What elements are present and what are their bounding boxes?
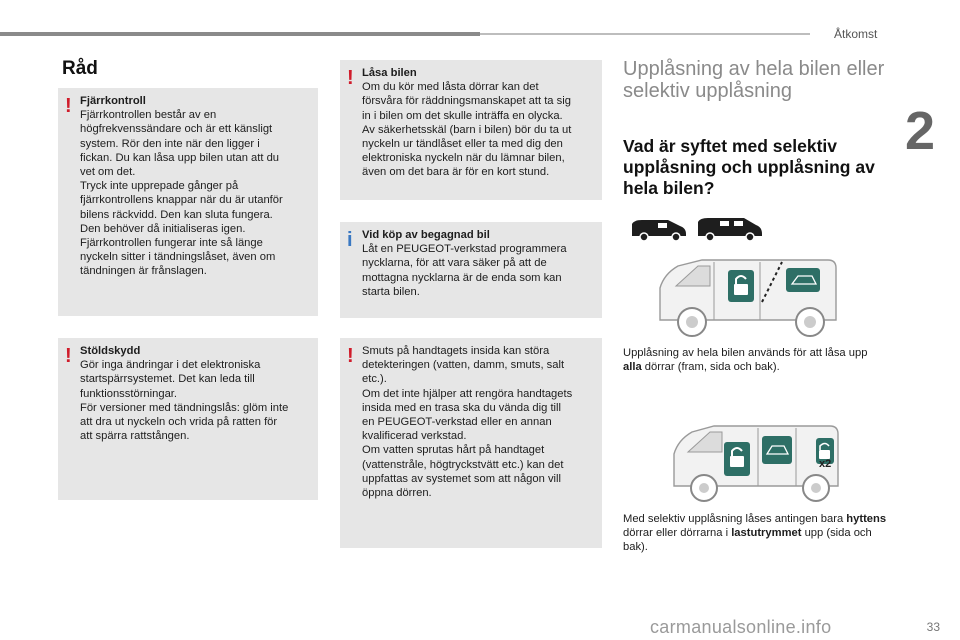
- watermark: carmanualsonline.info: [650, 617, 832, 637]
- box-title: Stöldskydd: [80, 345, 141, 357]
- box-title: Vid köp av begagnad bil: [362, 229, 490, 241]
- x2-badge: x2: [819, 458, 832, 470]
- text-part: dörrar eller dörrarna i: [623, 527, 732, 540]
- warning-box-dirt: [340, 338, 602, 548]
- box-text: Låt en PEUGEOT-verkstad programmera nycklarna, för att vara säker på att de mottagna nycklarna är de enda som kan starta bilen.: [362, 243, 567, 298]
- warning-icon: !: [65, 345, 72, 367]
- section-title: Upplåsning av hela bilen eller selektiv upplåsning: [623, 58, 885, 102]
- info-icon: i: [347, 229, 353, 251]
- warning-box-locking: [340, 60, 602, 200]
- text-part: Upplåsning av hela bilen används för att låsa upp: [623, 347, 868, 359]
- van-icon-short: [628, 216, 690, 242]
- section-subtitle: Vad är syftet med selektiv upplåsning och upplåsning av hela bilen?: [623, 136, 875, 198]
- info-box-used-car: [340, 222, 602, 318]
- van-icon-long: [694, 214, 766, 242]
- warning-icon: !: [65, 95, 72, 117]
- warning-icon: !: [347, 345, 354, 367]
- warning-box-theft: [58, 338, 318, 500]
- full-unlock-text: [623, 346, 888, 374]
- text-bold: alla: [623, 361, 642, 374]
- selective-unlock-text: [623, 512, 888, 555]
- header-bar-thin: [480, 33, 810, 35]
- section-label: Åtkomst: [834, 27, 878, 41]
- text-part: upp (sida och bak).: [623, 527, 872, 554]
- text-bold: lastutrymmet: [731, 527, 802, 540]
- box-title: Fjärrkontroll: [80, 95, 146, 107]
- text-part: Med selektiv upplåsning låses antingen bara: [623, 513, 847, 525]
- page-number: 33: [926, 620, 940, 634]
- box-text: Smuts på handtagets insida kan störa detekteringen (vatten, damm, smuts, salt etc.). Om det inte hjälper att rengöra handtagets insida med en trasa ska du vända dig till en PEUGEOT-verkstad eller en annan kvalificerad verkstad. Om vatten sprutas hårt på handtaget (vattenstråle, högtryckstvätt etc.) kan det uppfattas av systemet som att någon vill öppna dörren.: [362, 345, 573, 500]
- box-text: Gör inga ändringar i det elektroniska startspärrsystemet. Det kan leda till funktionsstörningar. För versioner med tändningslås: glöm inte att dra ut nyckeln och vrida på ratten för att spärra rattstången.: [80, 359, 289, 443]
- box-text: Fjärrkontrollen består av en högfrekvenssändare och är ett känsligt system. Rör den inte när den ligger i fickan. Du kan låsa upp bilen utan att du vet om det. Tryck inte upprepade gånger på fjärrkontrollens knappar när du är utanför bilens räckvidd. Den kan sluta fungera. Den behöver då initialiseras igen. Fjärrkontrollen fungerar inte så länge nyckeln sitter i tändningslåset, även om tändningen är frånslagen.: [80, 109, 283, 278]
- rad-heading: Råd: [62, 58, 98, 79]
- van-full-unlock-illustration: [650, 254, 845, 340]
- warning-box-remote: [58, 88, 318, 316]
- text-bold: hyttens: [846, 513, 887, 525]
- warning-icon: !: [347, 67, 354, 89]
- box-text: Om du kör med låsta dörrar kan det försvåra för räddningsmanskapet att ta sig in i bilen om det skulle inträffa en olycka. Av säkerhetsskäl (barn i bilen) bör du ta ut nyckeln ur tändlåset eller ta med dig den elektroniska nyckeln när du lämnar bilen, även om det bara är för en kort stund.: [362, 81, 572, 179]
- box-title: Låsa bilen: [362, 67, 417, 79]
- chapter-number: 2: [905, 101, 936, 161]
- header-bar: [0, 32, 480, 36]
- text-part: dörrar (fram, sida och bak).: [641, 361, 780, 374]
